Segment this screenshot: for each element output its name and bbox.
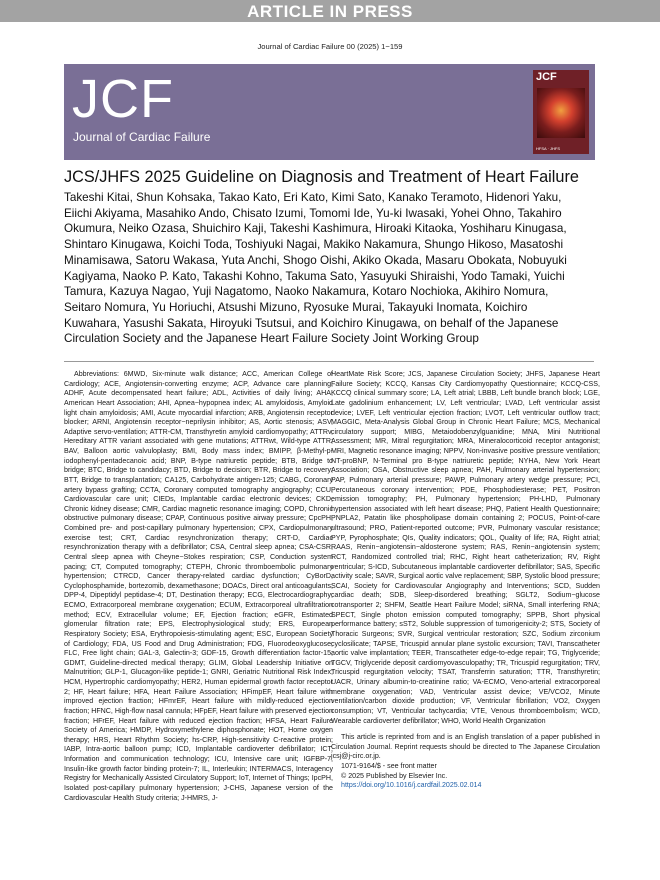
abbreviations-text-right: HeartMate Risk Score; JCS, Japanese Circulation Society; JHFS, Japanese Heart Failure Society; KCCQ, Kansas City Cardiomyopathy Questionnaire; KCCQ-CSS, KCCQ clinical summary score; LA, Left atrial; LBBB, Left bundle branch block; LGE, Late gadolinium enhancement; LV, Left ventricular; LVAD, Left ventricular assist device; LVEF, Left ventricular ejection fraction; LVOT, Left ventricular outflow tract; MAGGIC, Meta-Analysis Global Group in Chronic Heart Failure; MCS, Mechanical circulatory support; MIBG, Metaiodobenzylguanidine; MNA, Mini Nutritional Assessment; MR, Mitral regurgitation; MRA, Mineralocorticoid receptor antagonist; MRI, Magnetic resonance imaging; NPPV, Non-invasive positive pressure ventilation; NT-proBNP, N-Terminal pro B-type natriuretic peptide; NYHA, New York Heart Association; OSA, Obstructive sleep apnea; PAH, Pulmonary arterial hypertension; PAP, Pulmonary arterial pressure; PAWP, Pulmonary artery wedge pressure; PCI, Percutaneous coronary intervention; PDE, Phosphodiesterase; PET, Positron emission tomography; PH, Pulmonary hypertension; PH-LHD, Pulmonary hypertension associated with left heart disease; PHQ, Patient Health Questionnaire; PNPLA2, Patatin like phospholipase domain containing 2; POCUS, Point-of-care ultrasound; PRO, Patient-reported outcome; PVR, Pulmonary vascular resistance; PYP, Pyrophosphate; QIs, Quality indicators; QOL, Quality of life; RA, Right atrial; RAAS, Renin−angiotensin−aldosterone system; RAS, Renin−angiotensin system; RCT, Randomized controlled trial; RHC, Right heart catheterization; RV, Right ventricular; S-ICD, Subcutaneous implantable cardioverter defibrillator; SAS, Specific activity scale; SAVR, Surgical aortic valve replacement; SBP, Systolic blood pressure; SCAI, Society for Cardiovascular Angiography and Interventions; SCD, Sudden cardiac death; SDB, Sleep-disordered breathing; SGLT2, Sodium−glucose cotransporter 2; SHFM, Seattle Heart Failure Model; siRNA, Small interfering RNA; SPECT, Single photon emission computed tomography; SPPB, Short physical performance battery; sST2, Soluble suppression of tumorigenicity-2; STS, Society of Thoracic Surgeons; SVR, Surgical ventricular restoration; SZC, Sodium zirconium cyclosilicate; TAPSE, Tricuspid annular plane systolic excursion; TAVI, Transcatheter aortic valve implantation; TEER, Transcatheter edge-to-edge repair; TG, Triglyceride; TGCV, Triglyceride deposit cardiomyovasculopathy; TR, Tricuspid regurgitation; TRV, Tricuspid regurgitation velocity; TSAT, Transferrin saturation; TTR, Transthyretin; UACR, Urinary albumin-to-creatinine ratio; VA-ECMO, Veno-arterial extracorporeal membrane oxygenation; VAD, Ventricular assist device; VE/VCO2, Minute ventilation/carbon dioxide production; VF, Ventricular fibrillation; VO2, Oxygen consumption; VT, Ventricular tachycardia; VTE, Venous thromboembolism; WCD, Wearable cardioverter defibrillator; WHO, World Health Organization <box>331 370 600 725</box>
journal-cover-thumbnail <box>533 70 589 154</box>
copyright-line: © 2025 Published by Elsevier Inc. <box>341 771 448 780</box>
journal-logo: JCF <box>72 69 174 129</box>
abbreviations-left-column <box>64 370 333 803</box>
abbreviations-right-column <box>331 370 600 791</box>
article-in-press-banner: ARTICLE IN PRESS <box>0 0 660 22</box>
journal-masthead <box>64 64 595 160</box>
cover-heart-image <box>537 88 585 138</box>
author-list: Takeshi Kitai, Shun Kohsaka, Takao Kato, Eri Kato, Kimi Sato, Kanako Teramoto, Hidenori Yaku, Eiichi Akiyama, Masahiko Ando, Chisato Izumi, Tomomi Ide, Yu-ki Iwasaki, Yohei Ohno, Takahiro Okumura, Neiko Ozasa, Shuichiro Kaji, Takeshi Kashimura, Hiroaki Kitaoka, Yoshiharu Kinugasa, Shintaro Kinugawa, Koichi Toda, Toshiyuki Nagai, Makiko Nakamura, Shungo Hikoso, Masatoshi Minamisawa, Satoru Wakasa, Yuta Anchi, Shogo Oishi, Akiko Okada, Masaru Obokata, Nobuyuki Kagiyama, Naoko P. Kato, Takashi Kohno, Takuma Sato, Yasuyuki Shiraishi, Yodo Tamaki, Yuichi Tamura, Kazuya Nagao, Yuji Nagatomo, Naoko Nakamura, Kotaro Nochioka, Akihiro Nomura, Seitaro Nomura, Yu Horiuchi, Atsushi Mizuno, Ryosuke Murai, Takayuki Inomata, Koichiro Kuwahara, Yasushi Sakata, Hiroyuki Tsutsui, and Koichiro Kinugawa, on behalf of the Japanese Circulation Society and the Japanese Heart Failure Society Joint Working Group <box>64 191 567 346</box>
cover-footer: HFSA · JHFS <box>536 146 561 151</box>
doi-link[interactable]: https://doi.org/10.1016/j.cardfail.2025.02.014 <box>341 781 482 790</box>
cover-logo: JCF <box>536 71 557 83</box>
abbreviations-text-left: Abbreviations: 6MWD, Six-minute walk distance; ACC, American College of Cardiology; ACE, Angiotensin-converting enzyme; ACP, Advance care planning; ADHF, Acute decompensated heart failure; ADL, Activities of daily living; AHA, American Heart Association; AHI, Apnea−hypopnea index; AL amyloidosis, Amyloid light chain amyloidosis; AMI, Acute myocardial infarction; ARB, Angiotensin receptor blocker; ARNI, Angiotensin receptor−neprilysin inhibitor; AS, Aortic stenosis; ASV, Adaptive servo-ventilation; ATTR-CM, Transthyretin amyloid cardiomyopathy; ATTRv, Hereditary ATTR variant associated with gene mutations; ATTRwt, Wild-type ATTR; BAV, Balloon aortic valvuloplasty; BMI, Body mass index; BMIPP, β-Methyl-p-iodophenyl-pentadecanoic acid; BNP, B-type natriuretic peptide; BTB, Bridge to bridge; BTC, Bridge to candidacy; BTD, Bridge to decision; BTR, Bridge to recovery; BTT, Bridge to transplantation; CA125, Carbohydrate antigen-125; CABG, Coronary artery bypass grafting; CCTA, Coronary computed tomography angiography; CCU, Cardiovascular care unit; CIEDs, Implantable cardiac electronic devices; CKD, Chronic kidney disease; CMR, Cardiac magnetic resonance imaging; COPD, Chronic obstructive pulmonary disease; CPAP, Continuous positive airway pressure; CpcPH, Combined pre- and post-capillary pulmonary hypertension; CPX, Cardiopulmonary exercise test; CRT, Cardiac resynchronization therapy; CRT-D, Cardiac resynchronization therapy with a defibrillator; CSA, Central sleep apnea; CSA-CSR, Central sleep apnea with Cheyne−Stokes respiration; CSP, Conduction system pacing; CT, Computed tomography; CTEPH, Chronic thromboembolic pulmonary hypertension; CTRCD, Cancer therapy-related cardiac dysfunction; CyBorD, Cyclophosphamide, bortezomib, dexamethasone; DOACs, Direct oral anticoagulants; DPP-4, Dipeptidyl peptidase-4; DT, Destination therapy; ECG, Electrocardiography; ECMO, Extracorporeal membrane oxygenation; ECUM, Extracorporeal ultrafiltration method; ECV, Extracellular volume; EF, Ejection fraction; eGFR, Estimated glomerular filtration rate; EPS, Electrophysiological study; ERS, European Respiratory Society; ESA, Erythropoiesis-stimulating agent; ESC, European Society of Cardiology; FDA, US Food and Drug Administration; FDG, Fluorodeoxyglucose; FLC, Free light chain; GAL-3, Galectin-3; GDF-15, Growth differentiation factor-15; GDMT, Guideline-directed medical therapy; GLIM, Global Leadership Initiative on Malnutrition; GLP-1, Glucagon-like peptide-1; GNRI, Geriatric Nutritional Risk Index; HCM, Hypertrophic cardiomyopathy; HER2, Human epidermal growth factor receptor 2; HF, Heart failure; HFA, Heart Failure Association; HFimpEF, Heart failure with improved ejection fraction; HFmrEF, Heart failure with mildly-reduced ejection fraction; HFNC, High-flow nasal cannula; HFpEF, Heart failure with preserved ejection fraction; HFrEF, Heart failure with reduced ejection fraction; HFSA, Heart Failure Society of America; HMDP, Hydroxymethylene diphosphonate; HOT, Home oxygen therapy; HRS, Heart Rhythm Society; hs-CRP, High-sensitivity C-reactive protein; IABP, Intra-aortic balloon pump; ICD, Implantable cardioverter defibrillator; ICT, Information and communication technology; ICU, Intensive care unit; IGFBP-7, Insulin-like growth factor binding protein-7; IL, Interleukin; INTERMACS, Interagency Registry for Mechanically Assisted Circulatory Support; IoT, Internet of Things; IpcPH, Isolated post-capillary pulmonary hypertension; J-CHS, Japanese version of the Cardiovascular Health Study criteria; J-HMRS, J- <box>64 370 333 802</box>
divider <box>64 361 594 362</box>
journal-reference: Journal of Cardiac Failure 00 (2025) 1−159 <box>257 42 403 51</box>
reprint-note: This article is reprinted from and is an English translation of a paper published in Circulation Journal. Reprint requests should be directed to The Japanese Circulation jcsj@j-circ.or.jp. <box>331 733 600 761</box>
journal-name: Journal of Cardiac Failure <box>73 130 211 144</box>
issn-line: 1071-9164/$ - see front matter <box>341 762 437 770</box>
article-title: JCS/JHFS 2025 Guideline on Diagnosis and Treatment of Heart Failure <box>64 168 579 186</box>
